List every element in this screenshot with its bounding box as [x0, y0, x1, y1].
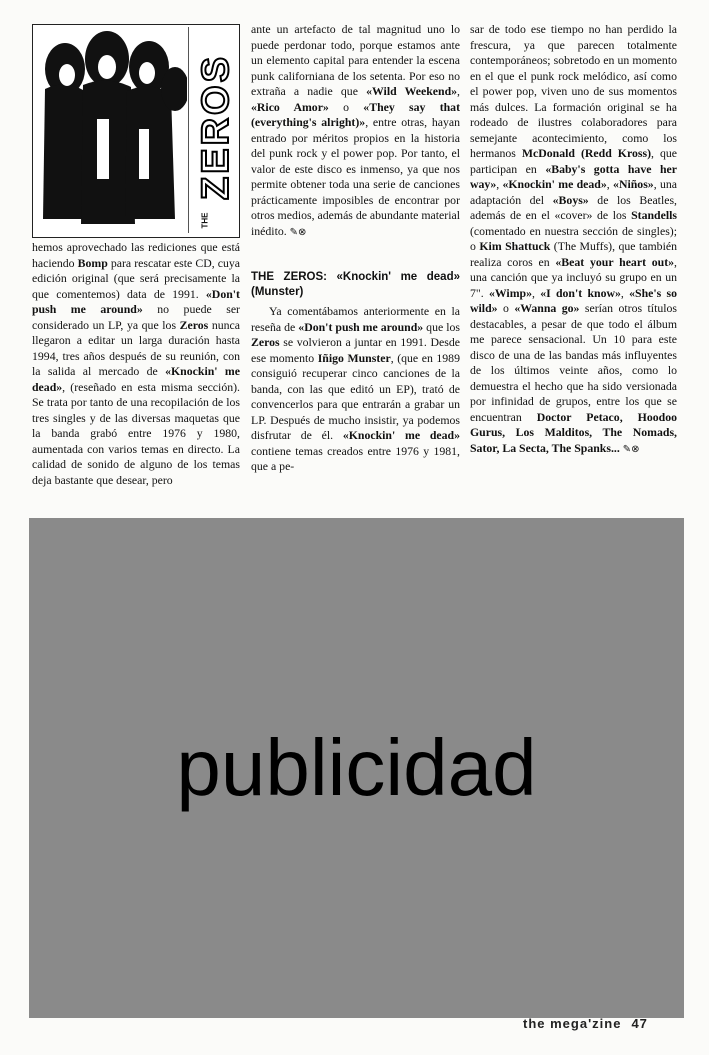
- page-number: 47: [631, 1016, 648, 1031]
- paragraph: hemos aprovechado las rediciones que está haciendo Bomp para rescatar este CD, cuya edición original (que será precisamente la que comentemos) data de 1991. «Don't push me around» no puede ser considerado un LP, ya que los Zeros nunca llegaron a editar un larga duración hasta 1994, tres años después de su reunión, con la salida al mercado de «Knockin' me dead», (reseñado en esta misma sección). Se trata por tanto de una recopilación de los tres singles y de las diversas maquetas que la banda grabó entre 1976 y 1980, aumentada con varios temas en directo. La calidad de sonido de alguno de los temas deja bastante que desear, pero: [32, 240, 240, 487]
- article-column-1: [32, 240, 240, 488]
- album-cover-image: [32, 24, 240, 238]
- review-heading: THE ZEROS: «Knockin' me dead» (Munster): [251, 271, 460, 298]
- logo-text: ZEROS: [195, 54, 237, 200]
- paragraph: ante un artefacto de tal magnitud uno lo puede perdonar todo, porque estamos ante un elemento capital para entender la escena punk californiana de los setenta. Por eso no extraña a nadie que «Wild Weekend», «Rico Amor» o «They say that (everything's alright)», entre otras, hayan entrado por méritos propios en la historia del punk rock y el power pop. Por tanto, el valor de este disco es inmenso, ya que nos permite obtener toda una serie de canciones prácticamente imposibles de encontrar por otros medios, además de abundante material inédito. ✎⊗: [251, 22, 461, 238]
- paragraph: sar de todo ese tiempo no han perdido la frescura, ya que parecen totalmente contemporáneos; sobretodo en un momento en el que el punk rock melódico, así como el power pop, viven uno de sus momentos más dulces. La formación original se ha rodeado de ilustres colaboradores para semejante acontecimiento, como los hermanos McDonald (Redd Kross), que participan en «Baby's gotta have her way», «Knockin' me dead», «Niños», una adaptación del «Boys» de los Beatles, además de en el «cover» de los Standells (comentado en nuestra sección de singles); o Kim Shattuck (The Muffs), que también realiza coros en «Beat your heart out», una canción que ya incluyó su grupo en un 7". «Wimp», «I don't know», «She's so wild» o «Wanna go» serían otros títulos destacables, a pesar de que todo el álbum me parece sensacional. Un 10 para este disco de una de las bandas más influyentes de los últimos veinte años, como lo demuestra el hecho que ha sido versionada por infinidad de grupos, entre los que se encuentran Doctor Petaco, Hoodoo Gurus, Los Malditos, The Nomads, Sator, La Secta, The Spanks... ✎⊗: [470, 22, 678, 455]
- band-photo: [37, 29, 187, 229]
- logo-prefix: THE: [200, 212, 210, 229]
- article-column-3: [470, 22, 677, 457]
- page-footer: [523, 1016, 648, 1031]
- advertisement-label: publicidad: [176, 723, 537, 812]
- author-signature: ✎⊗: [289, 226, 307, 238]
- author-signature: ✎⊗: [622, 443, 640, 455]
- advertisement-block: [29, 518, 684, 1018]
- article-column-2: [251, 22, 460, 475]
- zeros-logo: [188, 27, 237, 233]
- magazine-name: the mega'zine: [523, 1016, 622, 1031]
- paragraph: Ya comentábamos anteriormente en la reseña de «Don't push me around» que los Zeros se volvieron a juntar en 1991. Desde ese momento Iñigo Munster, (que en 1989 consiguió recuperar cinco canciones de la banda, con las que editó un EP), trató de convencerlos para que entrarán a grabar un LP. Después de mucho insistir, ya podemos disfrutar de él. «Knockin' me dead» contiene temas creados entre 1976 y 1981, que a pe-: [251, 304, 460, 473]
